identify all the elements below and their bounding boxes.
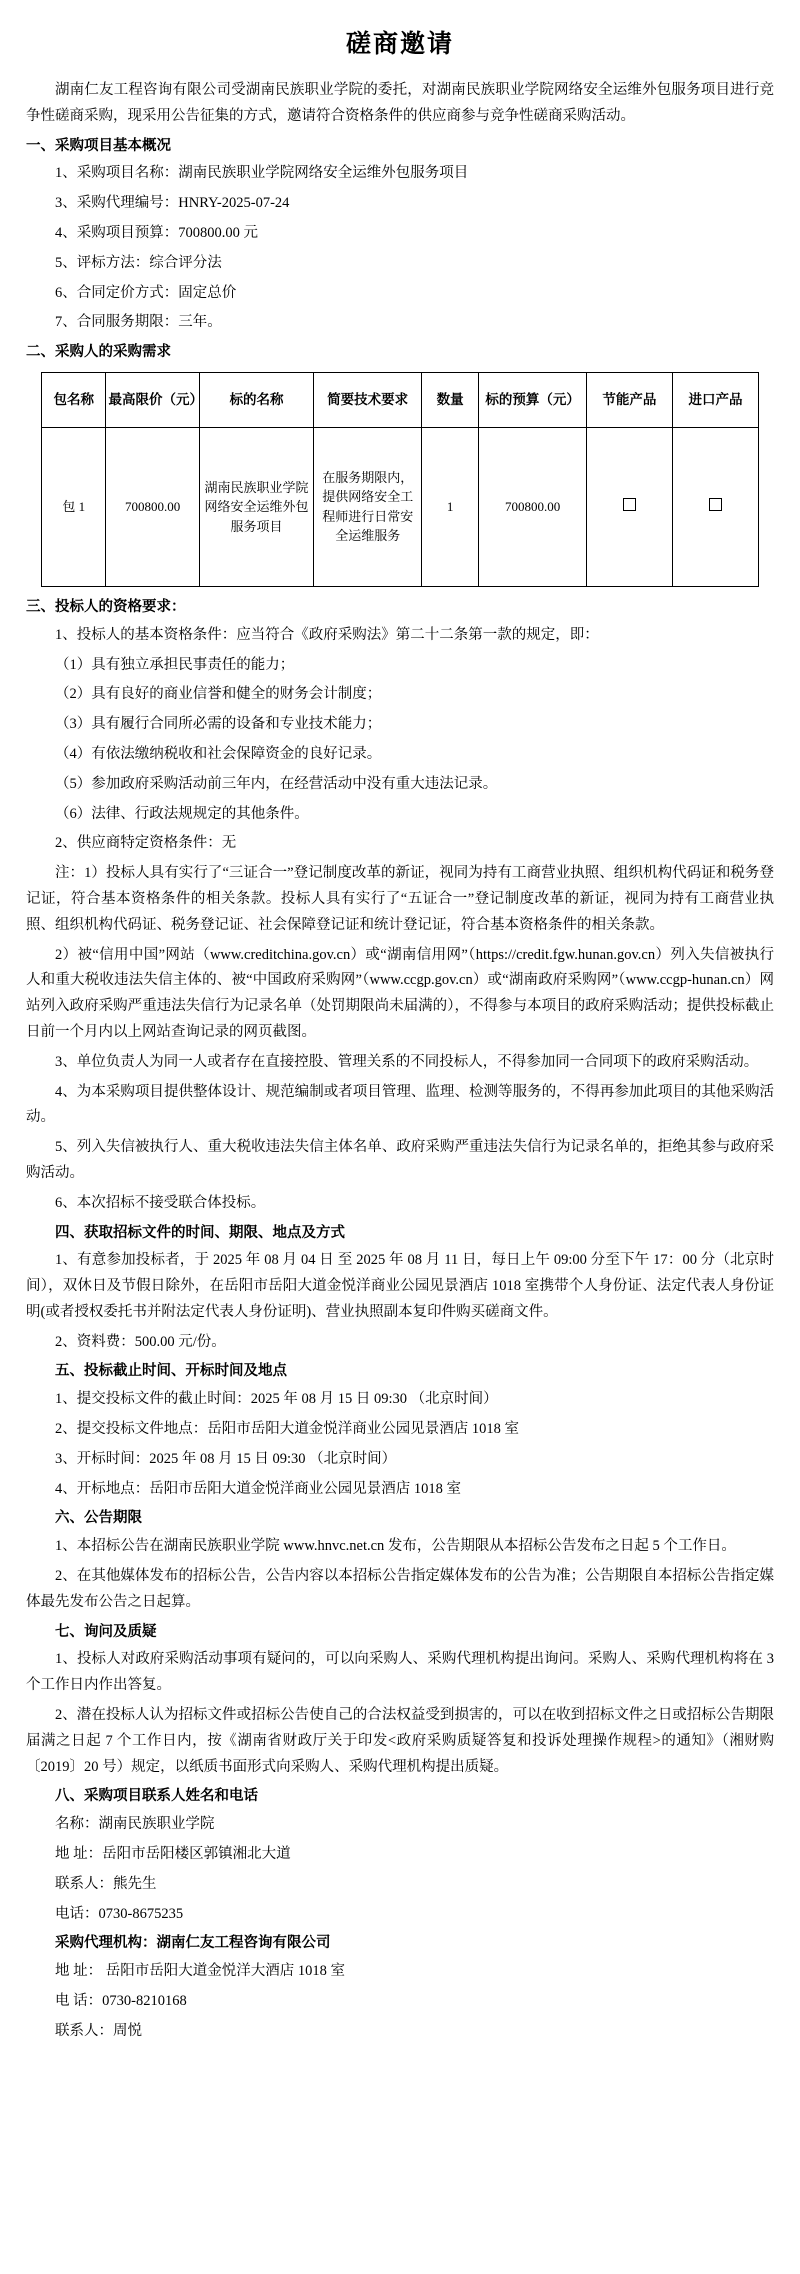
section-heading-1: 一、采购项目基本概况 [26,137,171,154]
th-energy-saving: 节能产品 [586,372,672,427]
section1-item: 1、采购项目名称：湖南民族职业学院网络安全运维外包服务项目 [55,165,469,182]
section5-item: 4、开标地点：岳阳市岳阳大道金悦洋商业公园见景酒店 1018 室 [55,1480,461,1497]
section5-item: 1、提交投标文件的截止时间：2025 年 08 月 15 日 09:30 （北京时间） [55,1391,498,1408]
page-title: 磋商邀请 [345,31,454,58]
cell-package: 包 1 [41,427,106,586]
th-max-price: 最高限价（元） [106,372,199,427]
checkbox-imported[interactable] [709,498,722,511]
section3-item: 4、为本采购项目提供整体设计、规范编制或者项目管理、监理、检测等服务的，不得再参加此项目的其他采购活动。 [26,1083,774,1126]
section7-item: 2、潜在投标人认为招标文件或招标公告使自己的合法权益受到损害的，可以在收到招标文件之日或招标公告期限届满之日起 7 个工作日内，按《湖南省财政厅关于印发<政府采购质疑答复和投诉处理操作规程>的通知》（湘财购〔2019〕20 号）规定，以纸质书面形式向采购人、采购代理机构提出质疑。 [26,1707,774,1775]
th-item-name: 标的名称 [199,372,314,427]
agent-heading: 采购代理机构：湖南仁友工程咨询有限公司 [55,1935,331,1952]
section5-item: 2、提交投标文件地点：岳阳市岳阳大道金悦洋商业公园见景酒店 1018 室 [55,1421,519,1438]
contact-phone: 电话：0730-8675235 [55,1905,184,1922]
section3-item: 3、单位负责人为同一人或者存在直接控股、管理关系的不同投标人，不得参加同一合同项下的政府采购活动。 [55,1053,759,1070]
section7-item: 1、投标人对政府采购活动事项有疑问的，可以向采购人、采购代理机构提出询问。采购人、采购代理机构将在 3 个工作日内作出答复。 [26,1651,774,1694]
cell-energy-saving [586,427,672,586]
section5-item: 3、开标时间：2025 年 08 月 15 日 09:30 （北京时间） [55,1450,397,1467]
section3-item: 5、列入失信被执行人、重大税收违法失信主体名单、政府采购严重违法失信行为记录名单的，拒绝其参与政府采购活动。 [26,1139,774,1181]
intro-paragraph: 湖南仁友工程咨询有限公司受湖南民族职业学院的委托，对湖南民族职业学院网络安全运维外包服务项目进行竞争性磋商采购，现采用公告征集的方式，邀请符合资格条件的供应商参与竞争性磋商采购活动。 [26,82,774,124]
section1-item: 4、采购项目预算：700800.00 元 [55,224,258,241]
section1-item: 5、评标方法：综合评分法 [55,254,222,271]
cell-item-name: 湖南民族职业学院网络安全运维外包服务项目 [199,427,314,586]
section-heading-8: 八、采购项目联系人姓名和电话 [55,1788,258,1805]
cell-imported [672,427,758,586]
section3-item: （4）有依法缴纳税收和社会保障资金的良好记录。 [55,745,382,762]
section1-item: 3、采购代理编号：HNRY-2025-07-24 [55,195,290,212]
th-qty: 数量 [421,372,478,427]
section3-item: （1）具有独立承担民事责任的能力； [55,656,295,673]
th-tech-req: 简要技术要求 [314,372,422,427]
section-heading-5: 五、投标截止时间、开标时间及地点 [55,1363,287,1380]
section1-item: 6、合同定价方式：固定总价 [55,284,237,301]
section6-item: 2、在其他媒体发布的招标公告，公告内容以本招标公告指定媒体发布的公告为准；公告期限自本招标公告指定媒体最先发布公告之日起算。 [26,1568,774,1610]
agent-phone: 电 话：0730-8210168 [55,1993,187,2010]
section3-item: 6、本次招标不接受联合体投标。 [55,1194,266,1211]
section-heading-4: 四、获取招标文件的时间、期限、地点及方式 [55,1224,345,1241]
section4-item: 2、资料费：500.00 元/份。 [55,1333,226,1350]
section-heading-2: 二、采购人的采购需求 [26,344,171,361]
section6-item: 1、本招标公告在湖南民族职业学院 www.hnvc.net.cn 发布，公告期限从本招标公告发布之日起 5 个工作日。 [55,1538,736,1555]
section3-item: （5）参加政府采购活动前三年内，在经营活动中没有重大违法记录。 [55,775,498,792]
agent-address: 地 址： 岳阳市岳阳大道金悦洋大酒店 1018 室 [55,1963,345,1980]
section-heading-7: 七、询问及质疑 [55,1623,157,1640]
th-package: 包名称 [41,372,106,427]
agent-contact-person: 联系人：周悦 [55,2022,142,2039]
section3-note-2: 2）被“信用中国”网站（www.creditchina.gov.cn）或“湖南信用网”（https://credit.fgw.hunan.gov.cn）列入失信被执行人和重大税收违法失信主体的、被“中国政府采购网”（www.ccgp.gov.cn）或“湖南政府采购网”（www.ccgp-hunan.cn）网站列入政府采购严重违法失信行为记录名单（处罚期限尚未届满的），不得参与本项目的政府采购活动；提供投标截止日前一个月内以上网站查询记录的网页截图。 [26,946,774,1040]
section1-item: 7、合同服务期限：三年。 [55,314,222,331]
contact-address: 地 址：岳阳市岳阳楼区郭镇湘北大道 [55,1846,291,1863]
section3-item: （3）具有履行合同所必需的设备和专业技术能力； [55,716,382,733]
cell-max-price: 700800.00 [106,427,199,586]
section3-note-1: 注：1）投标人具有实行了“三证合一”登记制度改革的新证，视同为持有工商营业执照、组织机构代码证和税务登记证，符合基本资格条件的相关条款。投标人具有实行了“五证合一”登记制度改革的新证，视同为持有工商营业执照、组织机构代码证、税务登记证、社会保障登记证和统计登记证，符合基本资格条件的相关条款。 [26,865,774,933]
section3-item: （2）具有良好的商业信誉和健全的财务会计制度； [55,686,382,703]
section-heading-6: 六、公告期限 [55,1510,142,1527]
table-row [41,427,758,586]
cell-budget: 700800.00 [479,427,587,586]
section3-item: 1、投标人的基本资格条件：应当符合《政府采购法》第二十二条第一款的规定，即： [55,626,599,643]
procurement-requirements-table [41,372,759,587]
contact-person: 联系人：熊先生 [55,1875,157,1892]
th-budget: 标的预算（元） [479,372,587,427]
th-imported: 进口产品 [672,372,758,427]
section-heading-3: 三、投标人的资格要求： [26,598,186,615]
section4-item: 1、有意参加投标者，于 2025 年 08 月 04 日 至 2025 年 08 月 11 日，每日上午 09:00 分至下午 17：00 分（北京时间），双休日及节假日除外，在岳阳市岳阳大道金悦洋商业公园见景酒店 1018 室携带个人身份证、法定代表人身份证明(或者授权委托书并附法定代表人身份证明)、营业执照副本复印件购买磋商文件。 [26,1252,774,1320]
checkbox-energy-saving[interactable] [623,498,636,511]
contact-name: 名称：湖南民族职业学院 [55,1816,215,1833]
section3-item: 2、供应商特定资格条件：无 [55,835,237,852]
cell-tech-req: 在服务期限内，提供网络安全工程师进行日常安全运维服务 [314,427,422,586]
cell-qty: 1 [421,427,478,586]
section3-item: （6）法律、行政法规规定的其他条件。 [55,805,309,822]
table-header-row [41,372,758,427]
